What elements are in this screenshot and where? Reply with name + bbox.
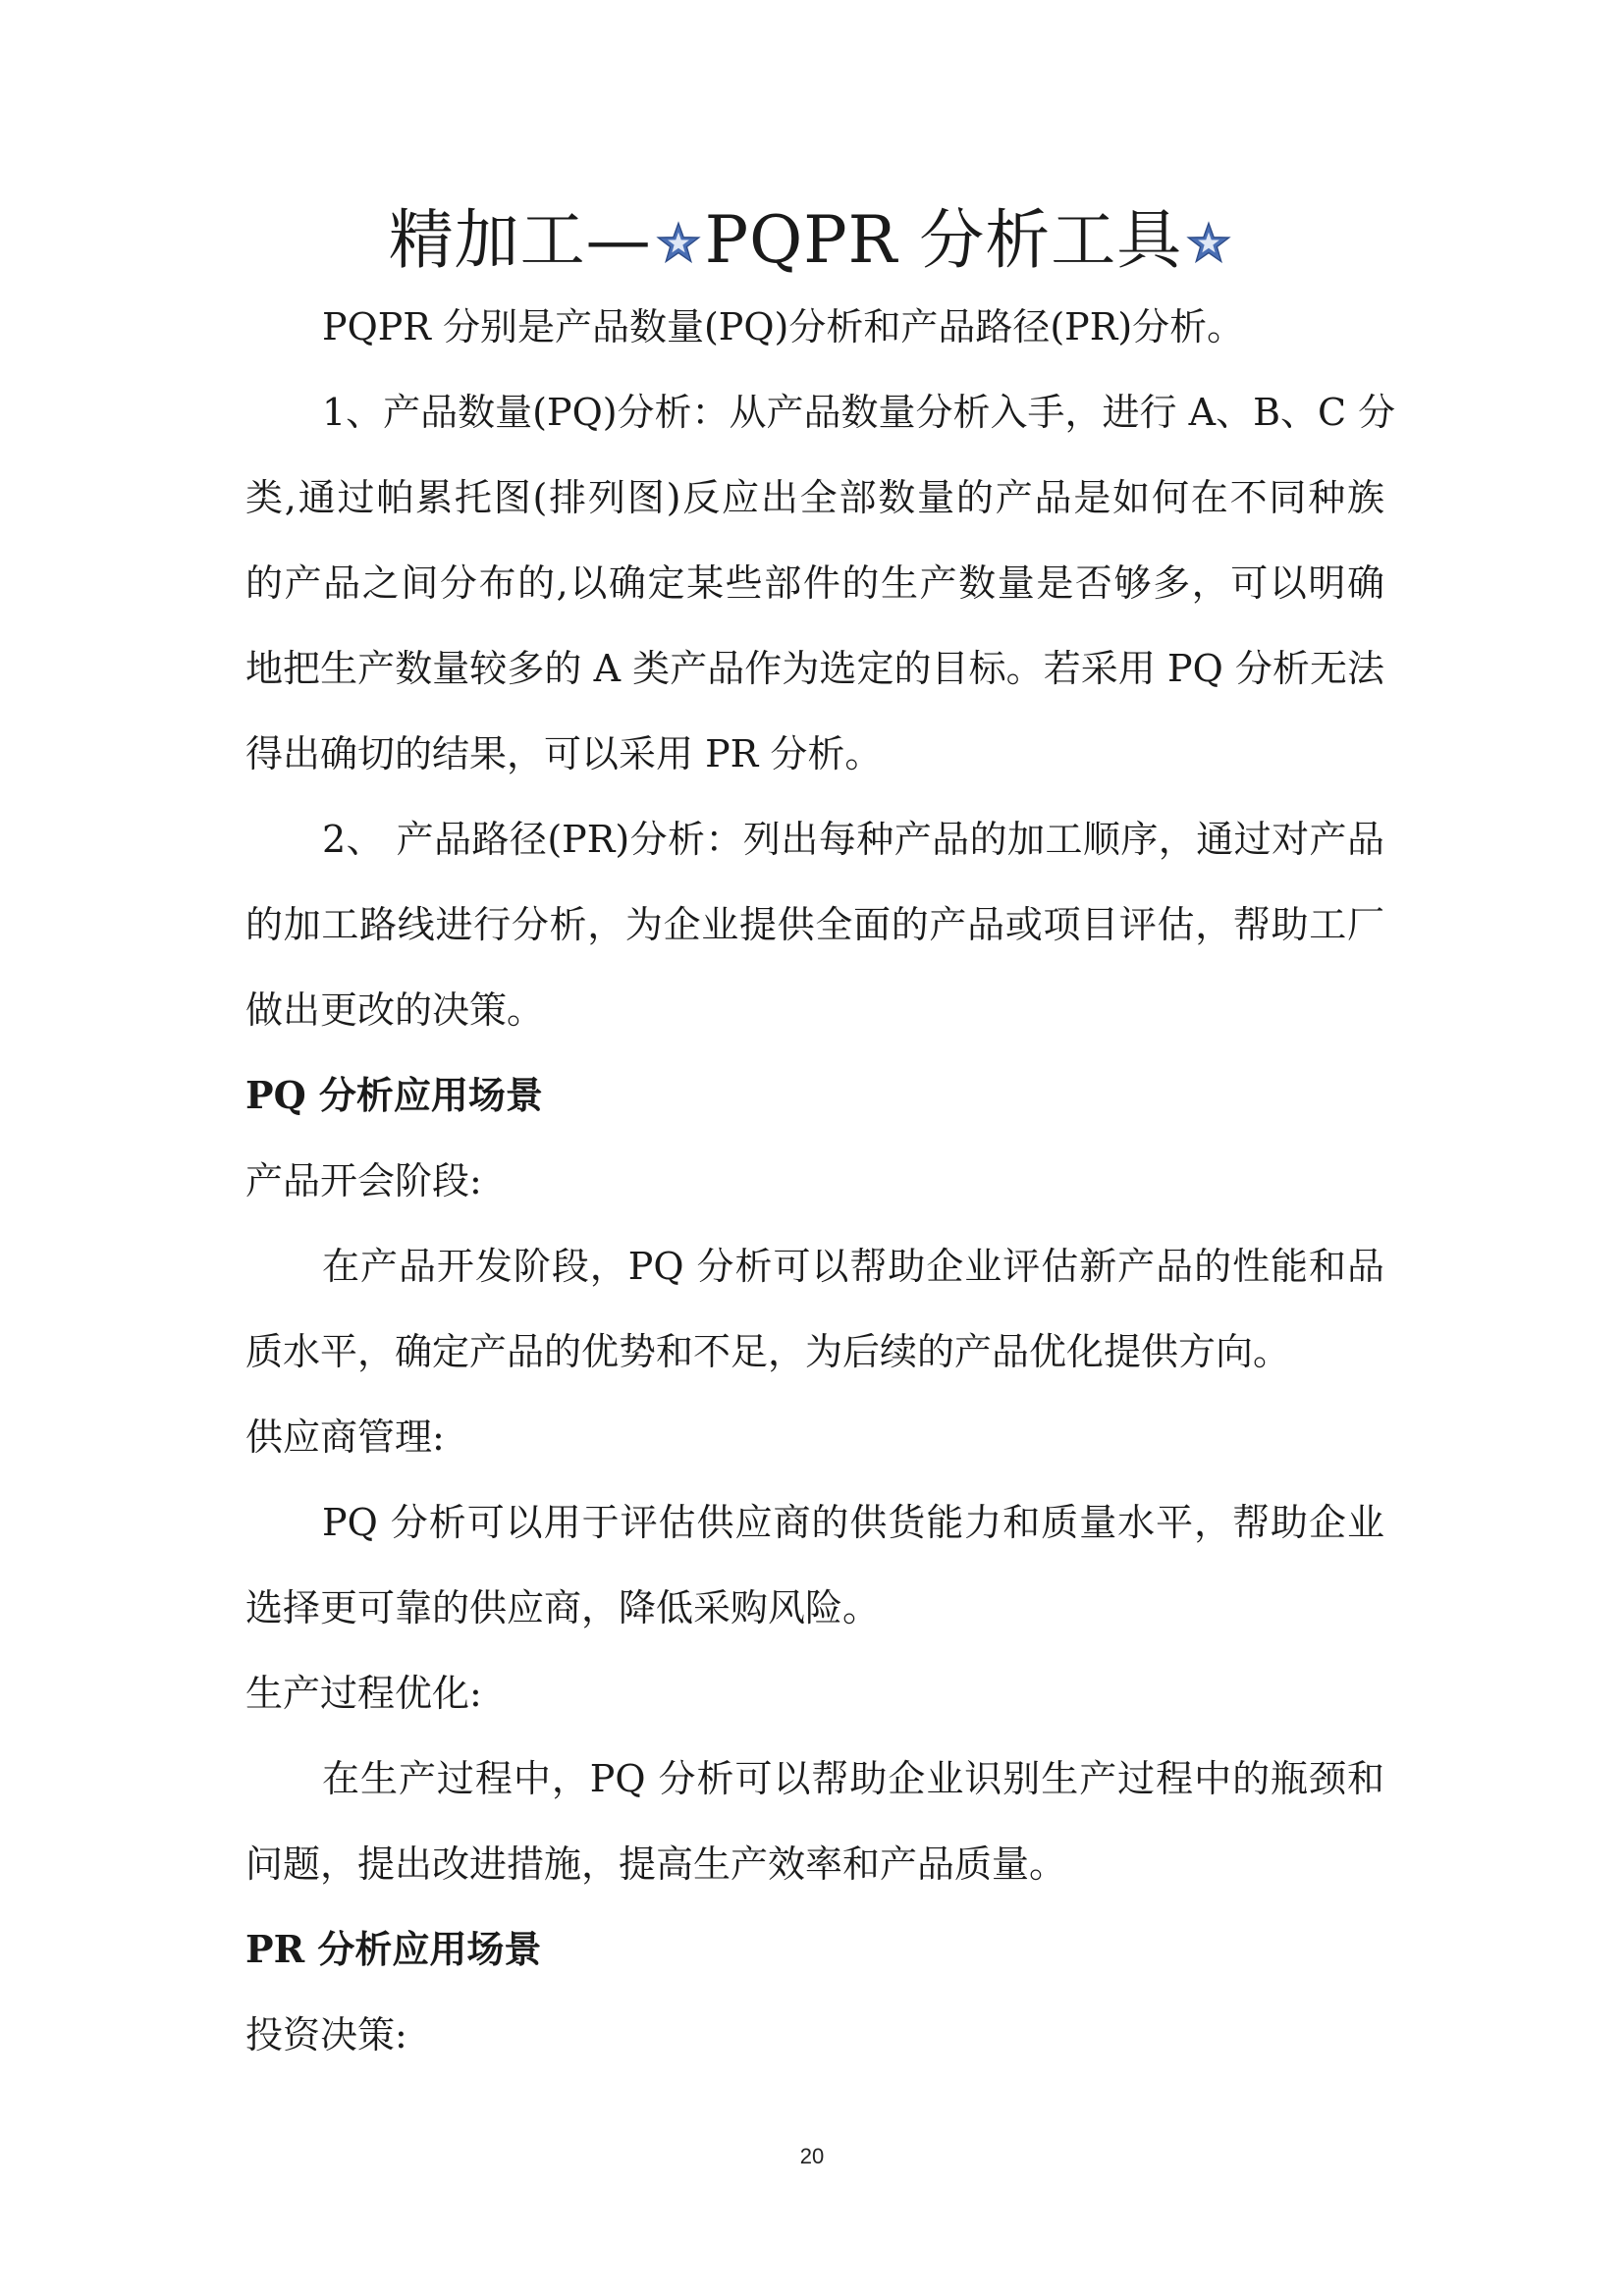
paragraph-pr-line: 做出更改的决策。 xyxy=(245,988,545,1032)
paragraph-pr-line: 的加工路线进行分析，为企业提供全面的产品或项目评估，帮助工厂 xyxy=(245,903,1384,946)
star-icon xyxy=(656,221,701,266)
title-main: PQPR 分析工具 xyxy=(704,202,1183,278)
paragraph-pq-line: 类,通过帕累托图(排列图)反应出全部数量的产品是如何在不同种族 xyxy=(245,476,1384,519)
star-icon xyxy=(1186,221,1231,266)
paragraph-pq-line: 1、产品数量(PQ)分析：从产品数量分析入手，进行 A、B、C 分 xyxy=(322,391,1396,434)
subheading-supplier: 供应商管理: xyxy=(245,1415,445,1459)
page-title xyxy=(0,201,1624,280)
paragraph-pq-line: 得出确切的结果，可以采用 PR 分析。 xyxy=(245,732,883,775)
paragraph-pr-line: 2、 产品路径(PR)分析：列出每种产品的加工顺序，通过对产品 xyxy=(322,818,1384,861)
section-heading-pr: PR 分析应用场景 xyxy=(245,1927,542,1971)
paragraph-product-dev-line: 在产品开发阶段，PQ 分析可以帮助企业评估新产品的性能和品 xyxy=(322,1245,1384,1288)
subheading-investment: 投资决策: xyxy=(245,2013,407,2056)
intro-paragraph: PQPR 分别是产品数量(PQ)分析和产品路径(PR)分析。 xyxy=(322,305,1245,348)
section-heading-pq: PQ 分析应用场景 xyxy=(245,1073,543,1117)
paragraph-pq-line: 的产品之间分布的,以确定某些部件的生产数量是否够多，可以明确 xyxy=(245,561,1384,605)
subheading-production: 生产过程优化: xyxy=(245,1672,482,1715)
subheading-product-dev: 产品开会阶段: xyxy=(245,1159,482,1202)
title-prefix: 精加工— xyxy=(388,202,652,278)
page-number: 20 xyxy=(799,2144,825,2168)
paragraph-pq-line: 地把生产数量较多的 A 类产品作为选定的目标。若采用 PQ 分析无法 xyxy=(245,647,1384,690)
paragraph-production-line: 在生产过程中，PQ 分析可以帮助企业识别生产过程中的瓶颈和 xyxy=(322,1757,1384,1800)
paragraph-supplier-line: 选择更可靠的供应商，降低采购风险。 xyxy=(245,1586,881,1629)
paragraph-production-line: 问题，提出改进措施，提高生产效率和产品质量。 xyxy=(245,1842,1067,1886)
paragraph-supplier-line: PQ 分析可以用于评估供应商的供货能力和质量水平，帮助企业 xyxy=(322,1501,1384,1544)
paragraph-product-dev-line: 质水平，确定产品的优势和不足，为后续的产品优化提供方向。 xyxy=(245,1330,1291,1373)
